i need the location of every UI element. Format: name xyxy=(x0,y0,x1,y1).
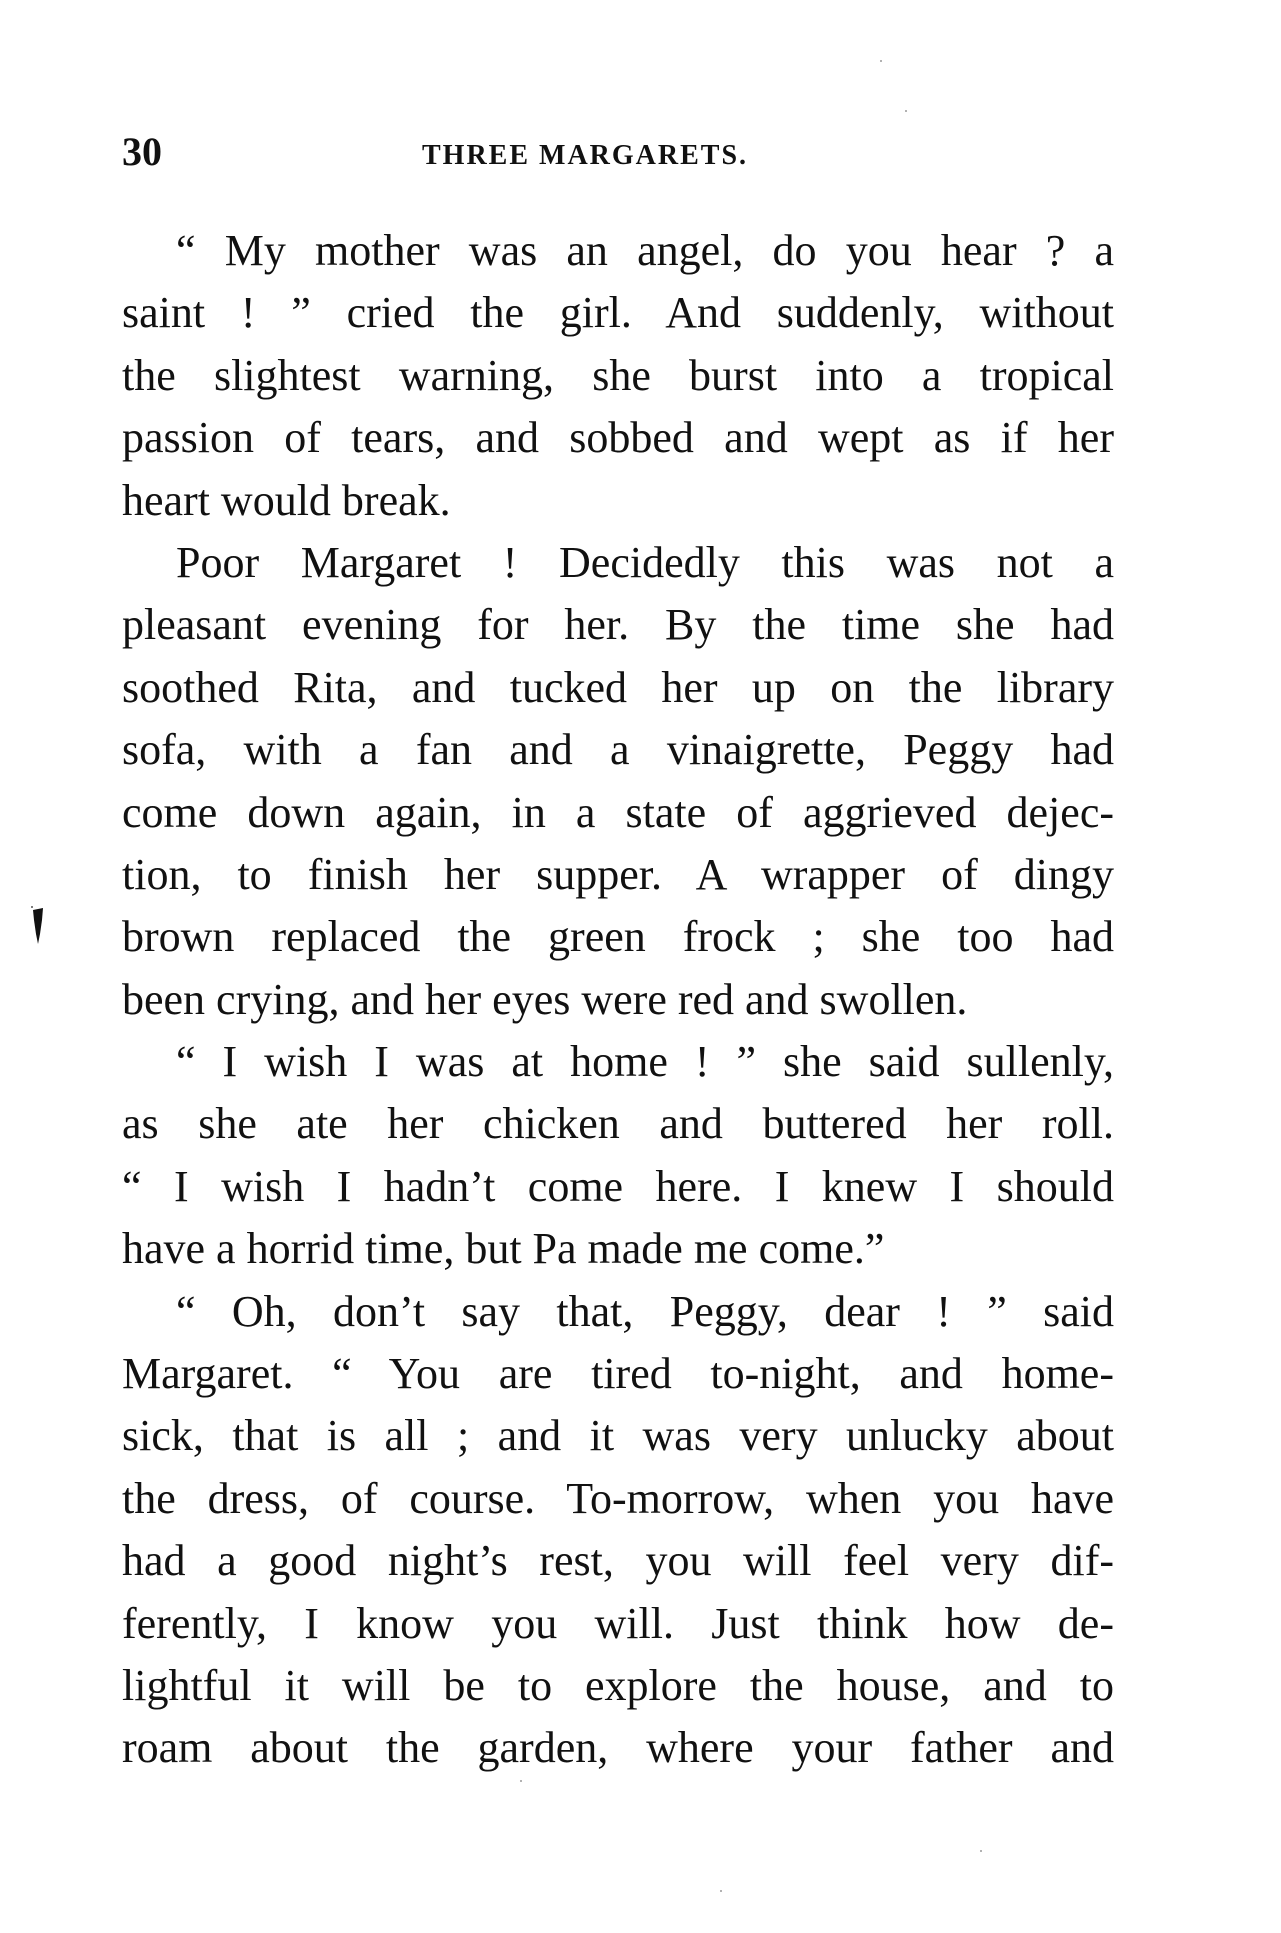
text-line: soothed Rita, and tucked her up on the library xyxy=(122,662,1114,712)
text-line: the dress, of course. To-morrow, when you have xyxy=(122,1473,1114,1523)
text-line: “ I wish I hadn’t come here. I knew I should xyxy=(122,1161,1114,1211)
text-line: “ I wish I was at home ! ” she said sullenly, xyxy=(176,1037,1114,1087)
text-line: sick, that is all ; and it was very unlucky about xyxy=(122,1411,1114,1461)
text-line: “ My mother was an angel, do you hear ? a xyxy=(176,226,1114,275)
text-line: been crying, and her eyes were red and swollen. xyxy=(122,974,968,1024)
text-line: tion, to finish her supper. A wrapper of dingy xyxy=(122,849,1114,899)
text-line: saint ! ” cried the girl. And suddenly, without xyxy=(122,288,1114,338)
paper-speck xyxy=(880,60,882,62)
text-line: have a horrid time, but Pa made me come.” xyxy=(122,1224,885,1274)
paper-speck xyxy=(720,1890,722,1892)
text-line: as she ate her chicken and buttered her roll. xyxy=(122,1099,1114,1149)
page-header xyxy=(122,128,1114,176)
text-line: lightful it will be to explore the house, and to xyxy=(122,1660,1114,1710)
running-title: THREE MARGARETS. xyxy=(422,140,749,171)
text-line: Poor Margaret ! Decidedly this was not a xyxy=(176,537,1114,587)
text-line: ferently, I know you will. Just think how de- xyxy=(122,1598,1114,1648)
paper-speck xyxy=(905,110,907,112)
text-line: Margaret. “ You are tired to-night, and home- xyxy=(122,1349,1114,1399)
text-line: “ Oh, don’t say that, Peggy, dear ! ” said xyxy=(176,1286,1114,1336)
ink-blot-mark xyxy=(30,906,46,946)
text-line: passion of tears, and sobbed and wept as if her xyxy=(122,413,1114,463)
text-line: come down again, in a state of aggrieved dejec- xyxy=(122,787,1114,837)
text-line: heart would break. xyxy=(122,475,451,525)
text-line: the slightest warning, she burst into a tropical xyxy=(122,350,1114,400)
text-line: sofa, with a fan and a vinaigrette, Peggy had xyxy=(122,725,1114,775)
paper-speck xyxy=(980,1850,982,1852)
text-line: pleasant evening for her. By the time she had xyxy=(122,600,1114,650)
text-line: brown replaced the green frock ; she too had xyxy=(122,912,1114,962)
text-line: had a good night’s rest, you will feel very dif- xyxy=(122,1536,1114,1586)
paper-speck xyxy=(520,1780,522,1782)
body-text xyxy=(122,220,1114,1780)
text-line: roam about the garden, where your father and xyxy=(122,1723,1114,1773)
page-number: 30 xyxy=(122,129,162,174)
